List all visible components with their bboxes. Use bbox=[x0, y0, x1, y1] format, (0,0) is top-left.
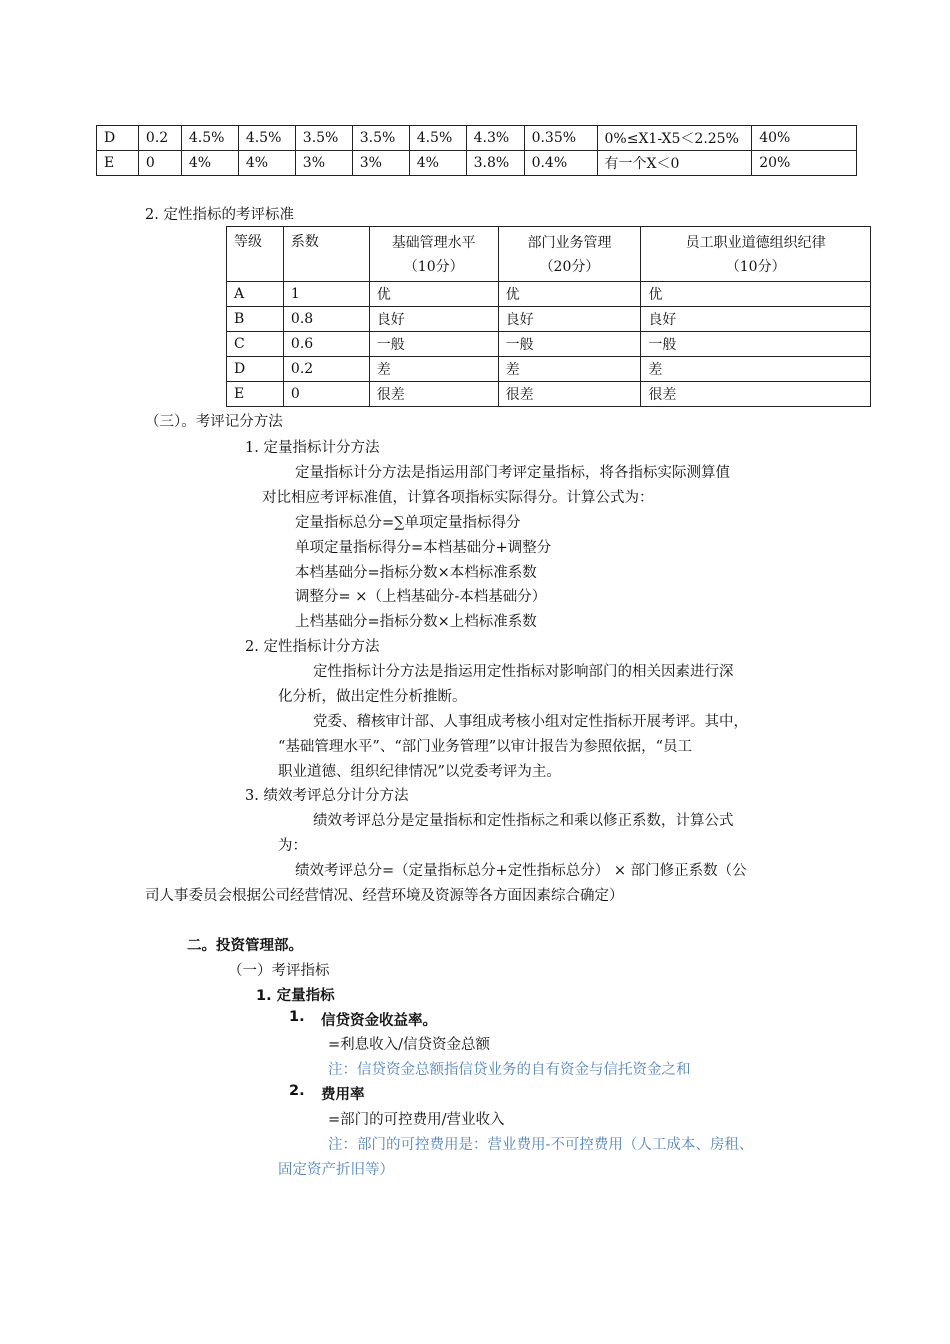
table-cell: 4% bbox=[409, 151, 466, 176]
table-cell: D bbox=[227, 357, 284, 382]
header-cell: 等级 bbox=[227, 227, 284, 282]
header-cell: 系数 bbox=[283, 227, 369, 282]
formula: 绩效考评总分=（定量指标总分+定性指标总分） × 部门修正系数（公 bbox=[295, 863, 747, 879]
formula: 定量指标总分=∑单项定量指标得分 bbox=[295, 515, 521, 531]
table-cell: 良好 bbox=[641, 307, 871, 332]
formula: 调整分= ×（上档基础分-本档基础分） bbox=[295, 589, 547, 605]
table-cell: 0.35% bbox=[524, 126, 597, 151]
formula: 上档基础分=指标分数×上档标准系数 bbox=[295, 614, 537, 630]
table-cell: 0.6 bbox=[283, 332, 369, 357]
table-cell: 差 bbox=[498, 357, 641, 382]
table-cell: 40% bbox=[752, 126, 857, 151]
table-cell: 4.3% bbox=[466, 126, 524, 151]
table-header-row bbox=[227, 227, 871, 282]
quant-standard-table bbox=[96, 125, 857, 176]
table-cell: 3% bbox=[352, 151, 409, 176]
invest-quant-heading: 1. 定量指标 bbox=[256, 988, 335, 1004]
table-cell: 良好 bbox=[498, 307, 641, 332]
formula: 本档基础分=指标分数×本档标准系数 bbox=[295, 565, 537, 581]
paragraph: 定量指标计分方法是指运用部门考评定量指标，将各指标实际测算值 bbox=[295, 465, 730, 481]
table-cell: 0.8 bbox=[283, 307, 369, 332]
item-title: 信贷资金收益率。 bbox=[321, 1013, 437, 1029]
table-cell: 一般 bbox=[641, 332, 871, 357]
table-cell: 一般 bbox=[369, 332, 498, 357]
paragraph: 对比相应考评标准值，计算各项指标实际得分。计算公式为： bbox=[262, 490, 654, 506]
table-cell: 3.8% bbox=[466, 151, 524, 176]
formula: 司人事委员会根据公司经营情况、经营环境及资源等各方面因素综合确定） bbox=[145, 888, 624, 904]
item-number: 2. bbox=[289, 1083, 305, 1099]
item-title: 费用率 bbox=[321, 1087, 365, 1103]
table-cell: 0.4% bbox=[524, 151, 597, 176]
note: 注：信贷资金总额指信贷业务的自有资金与信托资金之和 bbox=[328, 1062, 691, 1078]
table-row bbox=[227, 282, 871, 307]
table-cell: 1 bbox=[283, 282, 369, 307]
table-cell: A bbox=[227, 282, 284, 307]
table-cell: 优 bbox=[641, 282, 871, 307]
section-qual-standard: 2. 定性指标的考评标准 bbox=[145, 207, 294, 223]
header-cell: 员工职业道德组织纪律 （10分） bbox=[641, 227, 871, 282]
paragraph: 党委、稽核审计部、人事组成考核小组对定性指标开展考评。其中， bbox=[313, 714, 748, 730]
qual-method-heading: 2. 定性指标计分方法 bbox=[245, 639, 380, 655]
paragraph: 为： bbox=[278, 838, 307, 854]
table-cell: 0.2 bbox=[283, 357, 369, 382]
total-method-heading: 3. 绩效考评总分计分方法 bbox=[245, 788, 409, 804]
quant-method-heading: 1. 定量指标计分方法 bbox=[245, 440, 380, 456]
note: 注：部门的可控费用是：营业费用-不可控费用（人工成本、房租、 bbox=[328, 1137, 754, 1153]
table-cell: 3.5% bbox=[352, 126, 409, 151]
table-cell: 4% bbox=[238, 151, 295, 176]
table-row bbox=[227, 332, 871, 357]
table-cell: 差 bbox=[369, 357, 498, 382]
paragraph: 绩效考评总分是定量指标和定性指标之和乘以修正系数，计算公式 bbox=[313, 813, 734, 829]
table-cell: 0.2 bbox=[138, 126, 181, 151]
table-cell: 很差 bbox=[369, 382, 498, 407]
formula: =利息收入/信贷资金总额 bbox=[328, 1037, 491, 1053]
paragraph: “基础管理水平”、“部门业务管理”以审计报告为参照依据，“员工 bbox=[278, 739, 693, 755]
table-cell: 3.5% bbox=[295, 126, 352, 151]
table-cell: C bbox=[227, 332, 284, 357]
table-row bbox=[227, 357, 871, 382]
table-row bbox=[227, 307, 871, 332]
table-cell: 有一个X＜0 bbox=[597, 151, 752, 176]
paragraph: 化分析，做出定性分析推断。 bbox=[278, 689, 467, 705]
table-cell: 0%≤X1-X5＜2.25% bbox=[597, 126, 752, 151]
table-cell: 3% bbox=[295, 151, 352, 176]
table-cell: E bbox=[97, 151, 139, 176]
table-cell: B bbox=[227, 307, 284, 332]
table-cell: 很差 bbox=[641, 382, 871, 407]
table-cell: 优 bbox=[498, 282, 641, 307]
table-cell: 4.5% bbox=[238, 126, 295, 151]
table-cell: 良好 bbox=[369, 307, 498, 332]
scoring-heading: （三）。考评记分方法 bbox=[145, 414, 283, 430]
table-cell: 差 bbox=[641, 357, 871, 382]
table-row bbox=[97, 126, 857, 151]
formula: =部门的可控费用/营业收入 bbox=[328, 1112, 505, 1128]
table-cell: E bbox=[227, 382, 284, 407]
paragraph: 职业道德、组织纪律情况”以党委考评为主。 bbox=[278, 764, 561, 780]
qual-standard-table bbox=[226, 226, 871, 407]
table-cell: 4% bbox=[181, 151, 238, 176]
invest-sub-heading: （一）考评指标 bbox=[228, 963, 330, 979]
item-number: 1. bbox=[289, 1009, 305, 1025]
formula: 单项定量指标得分=本档基础分+调整分 bbox=[295, 540, 552, 556]
table-cell: 0 bbox=[283, 382, 369, 407]
header-cell: 基础管理水平 （10分） bbox=[369, 227, 498, 282]
table-cell: 4.5% bbox=[181, 126, 238, 151]
table-cell: 20% bbox=[752, 151, 857, 176]
table-cell: D bbox=[97, 126, 139, 151]
invest-dept-heading: 二。投资管理部。 bbox=[187, 938, 303, 954]
table-row bbox=[97, 151, 857, 176]
header-cell: 部门业务管理 （20分） bbox=[498, 227, 641, 282]
table-cell: 4.5% bbox=[409, 126, 466, 151]
table-row bbox=[227, 382, 871, 407]
table-cell: 很差 bbox=[498, 382, 641, 407]
table-cell: 0 bbox=[138, 151, 181, 176]
table-cell: 优 bbox=[369, 282, 498, 307]
paragraph: 定性指标计分方法是指运用定性指标对影响部门的相关因素进行深 bbox=[313, 664, 734, 680]
note: 固定资产折旧等） bbox=[278, 1162, 394, 1178]
table-cell: 一般 bbox=[498, 332, 641, 357]
